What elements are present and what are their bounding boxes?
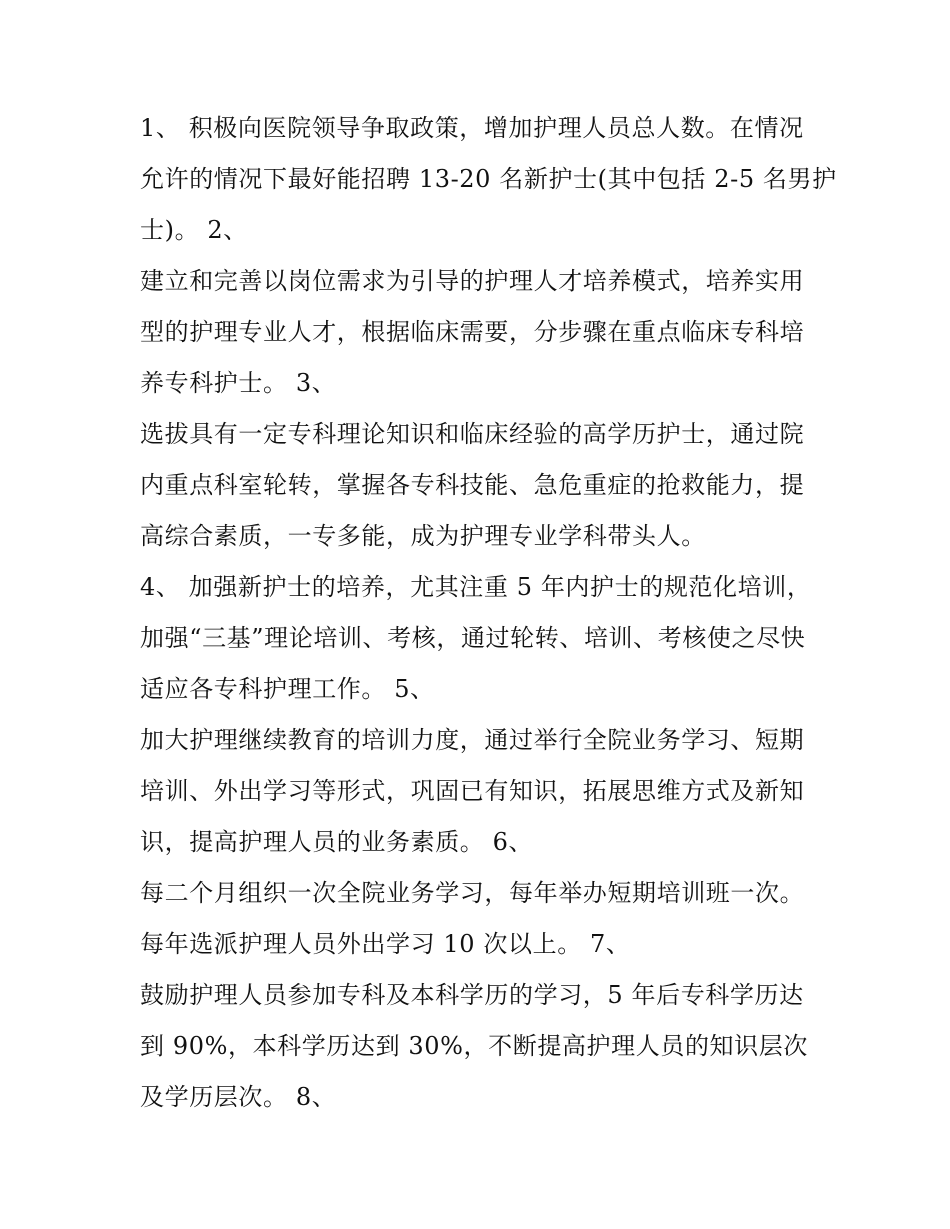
text-line: 加强“三基”理论培训、考核，通过轮转、培训、考核使之尽快	[140, 624, 806, 652]
text-line: 适应各专科护理工作。 5、	[140, 675, 435, 703]
text-line: 士)。 2、	[140, 216, 248, 244]
text-line: 养专科护士。 3、	[140, 369, 337, 397]
text-line: 1、 积极向医院领导争取政策，增加护理人员总人数。在情况	[140, 114, 804, 142]
text-line: 建立和完善以岗位需求为引导的护理人才培养模式，培养实用	[140, 267, 805, 295]
text-line: 允许的情况下最好能招聘 13-20 名新护士(其中包括 2-5 名男护	[140, 165, 837, 193]
text-line: 培训、外出学习等形式，巩固已有知识，拓展思维方式及新知	[140, 777, 805, 805]
text-line: 鼓励护理人员参加专科及本科学历的学习，5 年后专科学历达	[140, 981, 804, 1009]
text-line: 加大护理继续教育的培训力度，通过举行全院业务学习、短期	[140, 726, 805, 754]
text-line: 型的护理专业人才，根据临床需要，分步骤在重点临床专科培	[140, 318, 805, 346]
text-line: 选拔具有一定专科理论知识和临床经验的高学历护士，通过院	[140, 420, 805, 448]
document-body	[140, 103, 837, 1123]
text-line: 到 90%，本科学历达到 30%，不断提高护理人员的知识层次	[140, 1032, 808, 1060]
text-line: 每二个月组织一次全院业务学习，每年举办短期培训班一次。	[140, 879, 805, 907]
text-line: 及学历层次。 8、	[140, 1083, 337, 1111]
text-line: 识，提高护理人员的业务素质。 6、	[140, 828, 534, 856]
text-line: 每年选派护理人员外出学习 10 次以上。 7、	[140, 930, 631, 958]
text-line: 内重点科室轮转，掌握各专科技能、急危重症的抢救能力，提	[140, 471, 805, 499]
text-line: 4、 加强新护士的培养，尤其注重 5 年内护士的规范化培训，	[140, 573, 812, 601]
text-line: 高综合素质，一专多能，成为护理专业学科带头人。	[140, 522, 706, 550]
